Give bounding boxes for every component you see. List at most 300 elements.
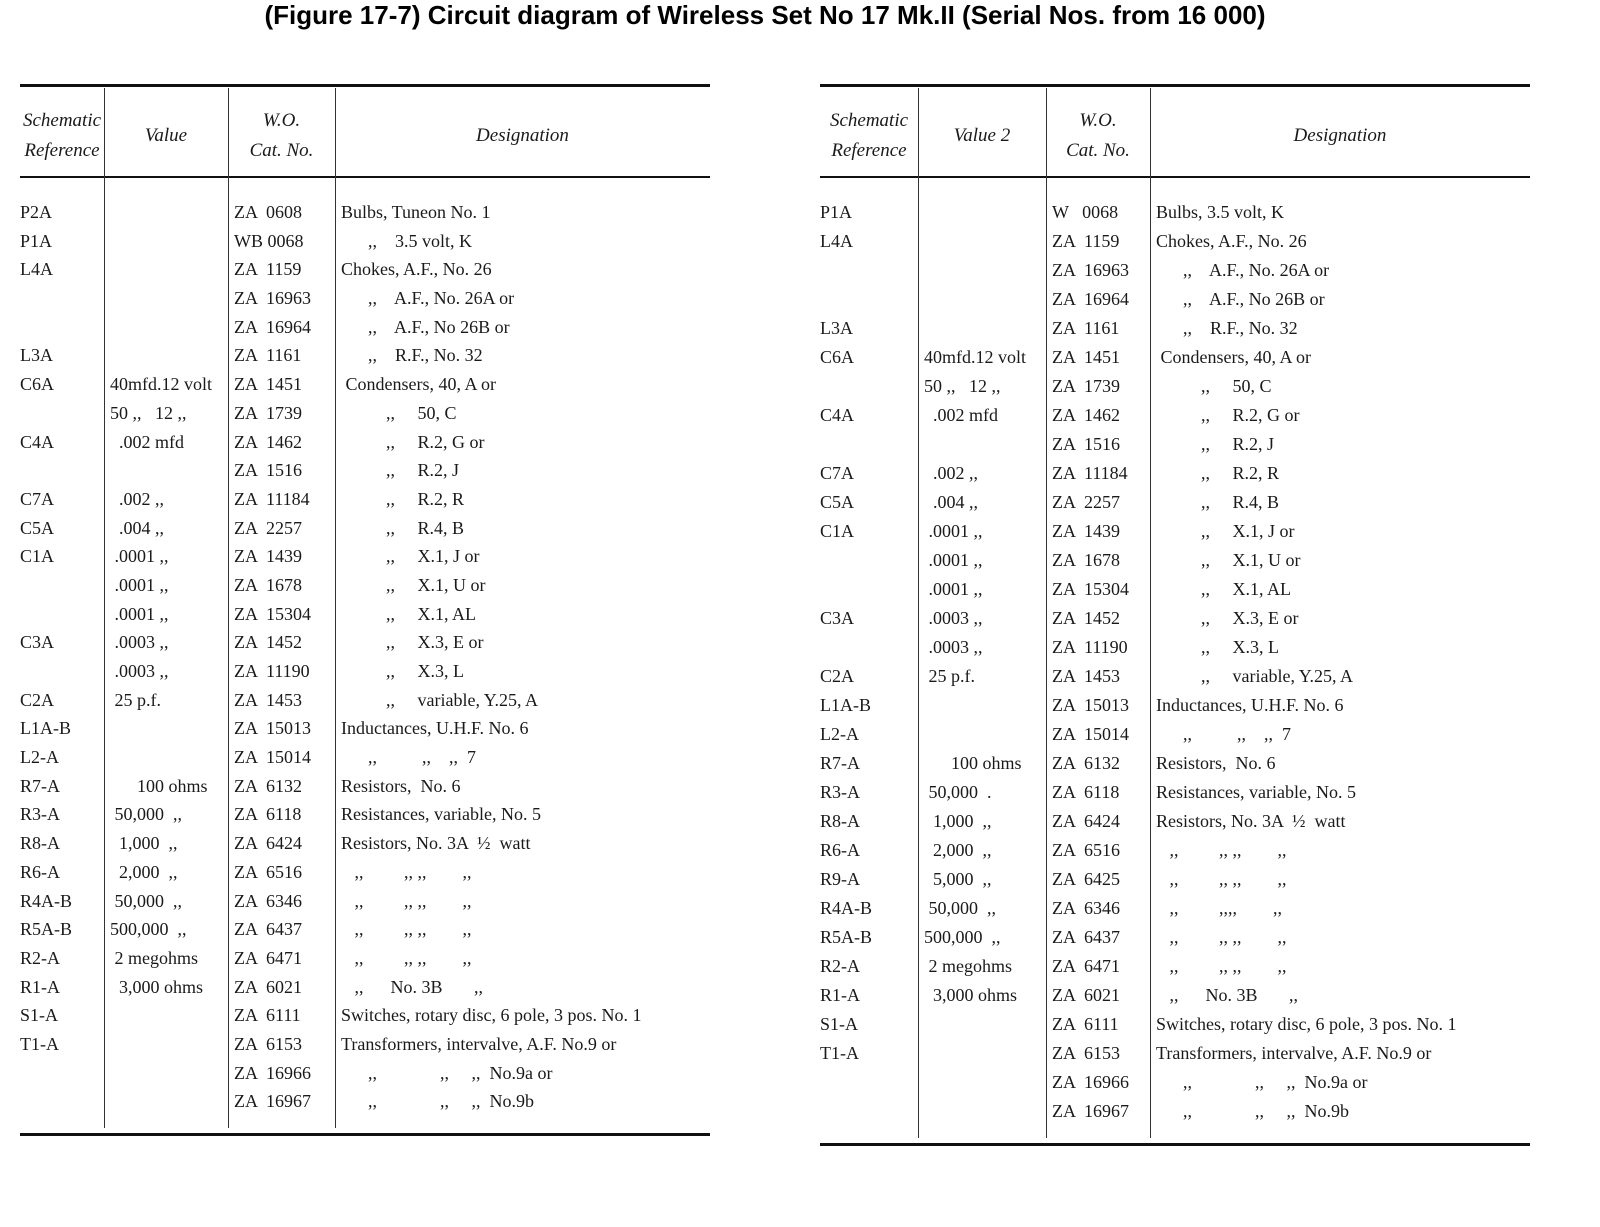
cell-value: .002 mfd: [924, 405, 998, 425]
cell-value: 100 ohms: [924, 753, 1022, 773]
header-label: W.O. Cat. No.: [1066, 110, 1130, 161]
table-row: [20, 1030, 710, 1059]
cell-cat-no: ZA 1159: [1052, 231, 1120, 251]
table-row: [820, 778, 1530, 807]
table-row: [20, 1059, 710, 1088]
cell-designation: ,, ,, ,, ,,: [1156, 869, 1287, 889]
cell-value: 50 ,, 12 ,,: [924, 376, 1001, 396]
cell-cat-no: ZA 1462: [1052, 405, 1121, 425]
cell-value: .0001 ,,: [110, 603, 169, 624]
cell-value: .0003 ,,: [110, 661, 169, 681]
cell-reference: R5A-B: [820, 927, 873, 947]
cell-value: .0003 ,,: [110, 632, 169, 653]
cell-designation: ,, ,, ,, No.9a or: [1156, 1072, 1368, 1092]
cell-reference: C5A: [20, 517, 55, 538]
cell-reference: R8-A: [20, 833, 60, 854]
cell-cat-no: ZA 6424: [234, 833, 303, 854]
cell-cat-no: ZA 6118: [1052, 782, 1120, 802]
header-label: Value 2: [953, 125, 1011, 146]
cell-cat-no: ZA 11190: [234, 661, 310, 681]
table-row: [820, 459, 1530, 488]
table-row: [820, 836, 1530, 865]
cell-cat-no: ZA 15013: [1052, 695, 1130, 715]
table-row: [20, 428, 710, 457]
cell-cat-no: ZA 15014: [1052, 724, 1130, 744]
cell-designation: Inductances, U.H.F. No. 6: [341, 718, 529, 739]
cell-cat-no: ZA 6346: [1052, 898, 1121, 918]
cell-reference: L1A-B: [20, 718, 71, 739]
table-row: [820, 575, 1530, 604]
table-row: [820, 1039, 1530, 1068]
cell-value: 3,000 ohms: [110, 976, 204, 997]
table-row: [20, 198, 710, 227]
cell-value: .0001 ,,: [924, 521, 983, 541]
cell-designation: ,, ,, ,, No.9b: [341, 1091, 534, 1112]
table-row: [820, 1068, 1530, 1097]
table-row: [20, 772, 710, 801]
cell-reference: P1A: [20, 230, 53, 251]
table-row: [820, 894, 1530, 923]
table-row: [20, 255, 710, 284]
cell-reference: C7A: [20, 488, 55, 509]
cell-designation: Chokes, A.F., No. 26: [1156, 231, 1307, 251]
cell-cat-no: ZA 11184: [1052, 463, 1128, 483]
cell-value: 50,000 .: [924, 782, 992, 802]
cell-cat-no: ZA 16964: [234, 316, 312, 337]
header-cat-no: [1046, 100, 1150, 172]
table-row: [20, 341, 710, 370]
table-row: [20, 485, 710, 514]
cell-designation: ,, X.1, AL: [1156, 579, 1291, 599]
cell-value: .002 ,,: [924, 463, 978, 483]
cell-reference: R3-A: [20, 804, 60, 825]
table-row: [20, 686, 710, 715]
cell-designation: ,, X.3, E or: [1156, 608, 1299, 628]
table-row: [20, 714, 710, 743]
cell-cat-no: ZA 6021: [1052, 985, 1121, 1005]
cell-designation: ,, ,, ,, 7: [1156, 724, 1291, 744]
header-cat-no: [228, 100, 335, 172]
header-value: [104, 100, 228, 172]
cell-cat-no: ZA 16966: [1052, 1072, 1130, 1092]
cell-reference: L1A-B: [820, 695, 871, 715]
tables-container: [0, 80, 1600, 1190]
cell-designation: ,, R.2, J: [341, 460, 460, 481]
cell-cat-no: ZA 6111: [1052, 1014, 1119, 1034]
cell-cat-no: ZA 6111: [234, 1005, 301, 1026]
table-row: [820, 401, 1530, 430]
cell-designation: Bulbs, Tuneon No. 1: [341, 202, 491, 222]
cell-cat-no: ZA 1159: [234, 259, 302, 280]
table-row: [820, 662, 1530, 691]
header-schematic-reference: [820, 100, 918, 172]
cell-cat-no: ZA 6424: [1052, 811, 1121, 831]
cell-reference: R2-A: [20, 947, 60, 968]
table-row: [20, 1087, 710, 1116]
cell-reference: R7-A: [820, 753, 860, 773]
cell-reference: P1A: [820, 202, 853, 222]
cell-designation: Resistances, variable, No. 5: [1156, 782, 1356, 802]
header-label: Designation: [1293, 125, 1387, 146]
cell-reference: L3A: [820, 318, 853, 338]
table-row: [820, 198, 1530, 227]
cell-designation: ,, X.1, U or: [341, 574, 486, 595]
cell-cat-no: ZA 16964: [1052, 289, 1130, 309]
cell-reference: C6A: [20, 374, 55, 395]
cell-value: .002 ,,: [110, 488, 164, 509]
cell-cat-no: ZA 0608: [234, 202, 303, 222]
cell-designation: ,, ,, ,, No.9b: [1156, 1101, 1349, 1121]
cell-reference: R2-A: [820, 956, 860, 976]
cell-designation: ,, R.F., No. 32: [1156, 318, 1298, 338]
cell-designation: ,, R.4, B: [1156, 492, 1280, 512]
cell-reference: C5A: [820, 492, 855, 512]
parts-table-left: [20, 80, 710, 1146]
table-row: [820, 691, 1530, 720]
cell-cat-no: ZA 6118: [234, 804, 302, 825]
cell-designation: ,, A.F., No 26B or: [341, 316, 510, 337]
cell-designation: ,, X.1, J or: [341, 546, 480, 567]
table-row: [20, 858, 710, 887]
header-label: W.O. Cat. No.: [249, 110, 314, 161]
cell-cat-no: ZA 6132: [1052, 753, 1121, 773]
cell-cat-no: W 0068: [1052, 202, 1119, 222]
cell-cat-no: ZA 16967: [1052, 1101, 1130, 1121]
cell-cat-no: ZA 1452: [234, 632, 303, 653]
cell-cat-no: ZA 1452: [1052, 608, 1121, 628]
cell-cat-no: ZA 11190: [1052, 637, 1128, 657]
table-row: [820, 952, 1530, 981]
cell-reference: S1-A: [20, 1005, 59, 1026]
rule-head: [20, 176, 710, 178]
table-row: [20, 944, 710, 973]
cell-reference: R8-A: [820, 811, 860, 831]
cell-cat-no: ZA 1439: [1052, 521, 1121, 541]
cell-reference: C6A: [820, 347, 855, 367]
table-row: [20, 600, 710, 629]
cell-value: 2 megohms: [924, 956, 1012, 976]
table-row: [20, 456, 710, 485]
cell-value: .0001 ,,: [924, 550, 983, 570]
cell-designation: ,, R.2, R: [341, 488, 465, 509]
cell-cat-no: ZA 6471: [234, 947, 303, 968]
cell-cat-no: ZA 16963: [1052, 260, 1130, 280]
cell-value: 25 p.f.: [924, 666, 975, 686]
cell-reference: L4A: [20, 259, 53, 280]
cell-reference: C4A: [20, 431, 55, 452]
table-row: [20, 973, 710, 1002]
cell-value: 50 ,, 12 ,,: [110, 402, 187, 423]
header-schematic-reference: [20, 100, 104, 172]
cell-reference: R1-A: [20, 976, 60, 997]
cell-reference: C1A: [820, 521, 855, 541]
cell-value: 1,000 ,,: [924, 811, 992, 831]
cell-designation: Resistors, No. 6: [341, 775, 461, 796]
cell-designation: ,, R.2, R: [1156, 463, 1280, 483]
cell-designation: ,, variable, Y.25, A: [341, 689, 538, 710]
header-label: Designation: [476, 125, 569, 146]
table-row: [20, 284, 710, 313]
cell-cat-no: ZA 1516: [1052, 434, 1121, 454]
table-row: [820, 285, 1530, 314]
table-row: [820, 749, 1530, 778]
cell-designation: Switches, rotary disc, 6 pole, 3 pos. No. 1: [341, 1005, 642, 1026]
cell-designation: ,, ,, ,, ,,: [341, 890, 472, 911]
cell-designation: Transformers, intervalve, A.F. No.9 or: [1156, 1043, 1432, 1063]
table-row: [820, 256, 1530, 285]
cell-cat-no: ZA 6153: [1052, 1043, 1121, 1063]
cell-designation: ,, X.1, J or: [1156, 521, 1295, 541]
cell-cat-no: ZA 6021: [234, 976, 303, 997]
cell-designation: ,, ,, ,, ,,: [1156, 956, 1287, 976]
cell-value: 50,000 ,,: [924, 898, 996, 918]
cell-designation: ,, R.2, J: [1156, 434, 1275, 454]
cell-reference: R7-A: [20, 775, 60, 796]
cell-value: 1,000 ,,: [110, 833, 178, 854]
table-row: [20, 227, 710, 256]
cell-designation: ,, A.F., No. 26A or: [341, 288, 515, 309]
table-body: [20, 198, 710, 1116]
cell-cat-no: ZA 6346: [234, 890, 303, 911]
cell-cat-no: ZA 2257: [1052, 492, 1121, 512]
table-row: [20, 399, 710, 428]
cell-value: 40mfd.12 volt: [924, 347, 1026, 367]
cell-cat-no: ZA 15304: [1052, 579, 1130, 599]
cell-designation: ,, variable, Y.25, A: [1156, 666, 1353, 686]
table-row: [20, 313, 710, 342]
cell-value: .004 ,,: [924, 492, 978, 512]
cell-cat-no: WB 0068: [234, 230, 304, 251]
cell-designation: ,, ,, ,, ,,: [341, 861, 472, 882]
table-row: [20, 657, 710, 686]
cell-cat-no: ZA 1678: [234, 574, 303, 595]
cell-cat-no: ZA 6153: [234, 1033, 303, 1054]
table-row: [20, 1001, 710, 1030]
table-row: [820, 430, 1530, 459]
cell-cat-no: ZA 6425: [1052, 869, 1121, 889]
cell-designation: Resistors, No. 6: [1156, 753, 1276, 773]
table-row: [820, 517, 1530, 546]
cell-cat-no: ZA 15013: [234, 718, 312, 739]
cell-designation: ,, ,, ,, 7: [341, 747, 476, 768]
cell-designation: ,, X.3, L: [1156, 637, 1279, 657]
header-value: [918, 100, 1046, 172]
cell-designation: ,, R.F., No. 32: [341, 345, 483, 366]
cell-cat-no: ZA 1462: [234, 431, 303, 452]
cell-designation: ,, 50, C: [341, 402, 457, 423]
cell-reference: T1-A: [20, 1033, 59, 1054]
table-row: [20, 915, 710, 944]
table-row: [20, 542, 710, 571]
header-label: Schematic Reference: [22, 110, 102, 161]
cell-cat-no: ZA 6471: [1052, 956, 1121, 976]
cell-designation: ,, R.4, B: [341, 517, 465, 538]
cell-value: .002 mfd: [110, 431, 184, 452]
cell-cat-no: ZA 2257: [234, 517, 303, 538]
table-row: [20, 571, 710, 600]
cell-reference: C2A: [20, 689, 55, 710]
cell-designation: ,, No. 3B ,,: [1156, 985, 1299, 1005]
cell-designation: ,, ,, ,, ,,: [341, 947, 472, 968]
cell-value: 50,000 ,,: [110, 804, 182, 825]
cell-cat-no: ZA 1439: [234, 546, 303, 567]
cell-designation: Switches, rotary disc, 6 pole, 3 pos. No. 1: [1156, 1014, 1457, 1034]
rule-top: [820, 84, 1530, 87]
cell-designation: ,, X.1, U or: [1156, 550, 1301, 570]
cell-cat-no: ZA 16967: [234, 1091, 312, 1112]
table-row: [820, 923, 1530, 952]
cell-reference: C3A: [820, 608, 855, 628]
cell-cat-no: ZA 6516: [1052, 840, 1121, 860]
table-row: [20, 743, 710, 772]
table-row: [20, 628, 710, 657]
header-designation: [1150, 100, 1530, 172]
parts-table-right: [820, 80, 1530, 1156]
rule-head: [820, 176, 1530, 178]
cell-designation: ,, ,, ,, ,,: [1156, 840, 1287, 860]
table-row: [820, 865, 1530, 894]
cell-value: 3,000 ohms: [924, 985, 1018, 1005]
cell-cat-no: ZA 15304: [234, 603, 312, 624]
cell-reference: R1-A: [820, 985, 860, 1005]
cell-value: 2 megohms: [110, 947, 198, 968]
cell-reference: C3A: [20, 632, 55, 653]
cell-value: 25 p.f.: [110, 689, 161, 710]
table-row: [820, 633, 1530, 662]
cell-value: 50,000 ,,: [110, 890, 182, 911]
cell-cat-no: ZA 1739: [1052, 376, 1121, 396]
cell-cat-no: ZA 1453: [1052, 666, 1121, 686]
cell-designation: Resistors, No. 3A ½ watt: [1156, 811, 1346, 831]
cell-value: 2,000 ,,: [110, 861, 178, 882]
cell-cat-no: ZA 16963: [234, 288, 312, 309]
cell-cat-no: ZA 1516: [234, 460, 303, 481]
cell-cat-no: ZA 6132: [234, 775, 303, 796]
cell-cat-no: ZA 1161: [1052, 318, 1120, 338]
cell-designation: Inductances, U.H.F. No. 6: [1156, 695, 1344, 715]
cell-designation: Chokes, A.F., No. 26: [341, 259, 492, 280]
page-title: (Figure 17-7) Circuit diagram of Wireless Set No 17 Mk.II (Serial Nos. from 16 000): [264, 0, 1266, 30]
rule-top: [20, 84, 710, 87]
cell-cat-no: ZA 11184: [234, 488, 310, 509]
table-row: [820, 314, 1530, 343]
table-row: [820, 227, 1530, 256]
cell-designation: ,, ,, ,, ,,: [1156, 927, 1287, 947]
cell-cat-no: ZA 16966: [234, 1062, 312, 1083]
table-row: [820, 1097, 1530, 1126]
cell-cat-no: ZA 6437: [234, 919, 303, 940]
cell-designation: ,, ,, ,, No.9a or: [341, 1062, 553, 1083]
cell-reference: C7A: [820, 463, 855, 483]
cell-value: .0003 ,,: [924, 637, 983, 657]
rule-bottom: [20, 1133, 710, 1136]
header-label: Schematic Reference: [829, 110, 909, 161]
rule-bottom: [820, 1143, 1530, 1146]
table-body: [820, 198, 1530, 1126]
table-row: [820, 604, 1530, 633]
cell-value: .0001 ,,: [110, 546, 169, 567]
cell-reference: C2A: [820, 666, 855, 686]
cell-reference: S1-A: [820, 1014, 859, 1034]
cell-cat-no: ZA 1161: [234, 345, 302, 366]
cell-reference: R4A-B: [20, 890, 73, 911]
cell-designation: ,, A.F., No 26B or: [1156, 289, 1325, 309]
table-row: [820, 488, 1530, 517]
cell-cat-no: ZA 15014: [234, 747, 312, 768]
cell-value: 100 ohms: [110, 775, 208, 796]
table-row: [20, 370, 710, 399]
cell-designation: ,, No. 3B ,,: [341, 976, 484, 997]
cell-cat-no: ZA 6516: [234, 861, 303, 882]
cell-reference: R6-A: [820, 840, 860, 860]
cell-value: .004 ,,: [110, 517, 164, 538]
table-row: [820, 343, 1530, 372]
cell-designation: ,, R.2, G or: [341, 431, 485, 452]
cell-designation: ,, X.3, L: [341, 661, 464, 681]
cell-reference: R6-A: [20, 861, 60, 882]
cell-cat-no: ZA 6437: [1052, 927, 1121, 947]
cell-reference: C4A: [820, 405, 855, 425]
cell-value: 5,000 ,,: [924, 869, 992, 889]
cell-designation: ,, X.3, E or: [341, 632, 484, 653]
cell-value: 500,000 ,,: [110, 919, 187, 940]
cell-value: .0003 ,,: [924, 608, 983, 628]
cell-designation: ,, X.1, AL: [341, 603, 476, 624]
cell-reference: R5A-B: [20, 919, 73, 940]
cell-designation: Condensers, 40, A or: [341, 374, 496, 395]
table-row: [820, 546, 1530, 575]
cell-cat-no: ZA 1451: [234, 374, 303, 395]
table-row: [820, 807, 1530, 836]
table-row: [20, 514, 710, 543]
cell-reference: L3A: [20, 345, 53, 366]
table-row: [820, 720, 1530, 749]
table-row: [820, 981, 1530, 1010]
cell-value: .0001 ,,: [110, 574, 169, 595]
cell-designation: Bulbs, 3.5 volt, K: [1156, 202, 1285, 222]
cell-designation: ,, ,,,, ,,: [1156, 898, 1282, 918]
cell-reference: L4A: [820, 231, 853, 251]
cell-reference: R4A-B: [820, 898, 873, 918]
cell-value: 40mfd.12 volt: [110, 374, 212, 395]
cell-designation: Transformers, intervalve, A.F. No.9 or: [341, 1033, 617, 1054]
cell-reference: R3-A: [820, 782, 860, 802]
cell-designation: Resistances, variable, No. 5: [341, 804, 541, 825]
table-row: [20, 800, 710, 829]
cell-reference: L2-A: [820, 724, 859, 744]
table-row: [820, 372, 1530, 401]
header-label: Value: [144, 125, 188, 146]
cell-reference: P2A: [20, 202, 53, 222]
cell-designation: ,, 3.5 volt, K: [341, 230, 473, 251]
table-row: [820, 1010, 1530, 1039]
cell-cat-no: ZA 1453: [234, 689, 303, 710]
table-row: [20, 887, 710, 916]
cell-value: 2,000 ,,: [924, 840, 992, 860]
cell-designation: ,, ,, ,, ,,: [341, 919, 472, 940]
cell-designation: ,, R.2, G or: [1156, 405, 1300, 425]
header-designation: [335, 100, 710, 172]
cell-cat-no: ZA 1451: [1052, 347, 1121, 367]
cell-reference: T1-A: [820, 1043, 859, 1063]
cell-cat-no: ZA 1739: [234, 402, 303, 423]
cell-value: .0001 ,,: [924, 579, 983, 599]
cell-reference: R9-A: [820, 869, 860, 889]
cell-reference: L2-A: [20, 747, 59, 768]
table-row: [20, 829, 710, 858]
cell-designation: Condensers, 40, A or: [1156, 347, 1311, 367]
cell-cat-no: ZA 1678: [1052, 550, 1121, 570]
